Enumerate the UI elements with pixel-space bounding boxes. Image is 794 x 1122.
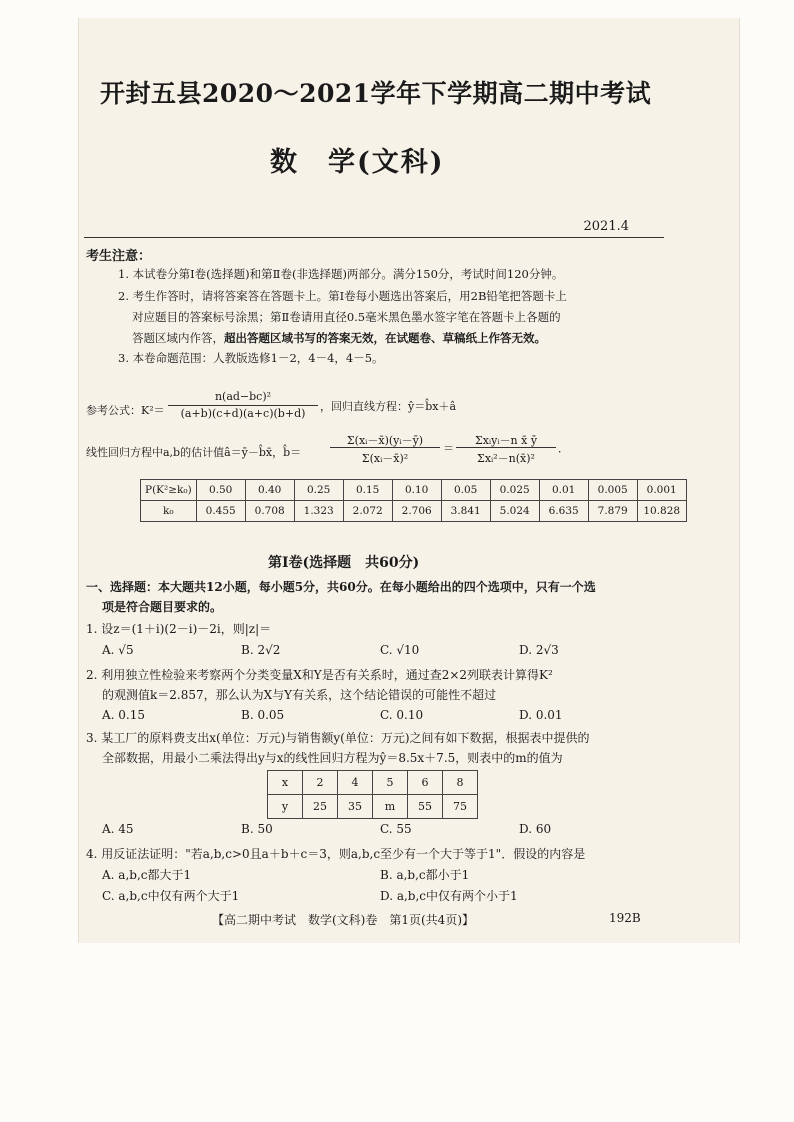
- option-b: B. 50: [241, 822, 273, 836]
- notice-item-2b: 对应题目的答案标号涂黑；第Ⅱ卷请用直径0.5毫米黑色墨水签字笔在答题卡上各题的: [132, 310, 561, 324]
- k2-critical-table: [140, 479, 687, 522]
- fraction-bar: [168, 405, 318, 406]
- notice-item-3: 3. 本卷命题范围：人教版选修1－2，4－4，4－5。: [118, 351, 384, 365]
- exam-date: 2021.4: [583, 219, 629, 234]
- option-d: D. a,b,c中仅有两个小于1: [380, 889, 518, 903]
- header-rule: [84, 237, 664, 238]
- option-a: A. a,b,c都大于1: [102, 868, 192, 882]
- table-cell: 0.455: [196, 501, 245, 522]
- option-a: A. 0.15: [102, 708, 146, 722]
- table-cell: 10.828: [637, 501, 686, 522]
- table-cell: y: [268, 795, 303, 819]
- option-b: B. a,b,c都小于1: [380, 868, 470, 882]
- formula-b-den1: Σ(xᵢ－x̄)²: [361, 452, 409, 465]
- table-cell: P(K²≥k₀): [141, 480, 197, 501]
- formula-b-den2: Σxᵢ²－n(x̄)²: [477, 452, 535, 465]
- fraction-bar: [330, 447, 440, 448]
- notice-heading: 考生注意：: [86, 249, 152, 264]
- section-intro-cont: 项是符合题目要求的。: [102, 600, 223, 614]
- section-intro: 一、选择题：本大题共12小题，每小题5分，共60分。在每小题给出的四个选项中，只有一个选: [86, 580, 596, 594]
- table-cell: 0.025: [490, 480, 539, 501]
- table-cell: 0.708: [245, 501, 294, 522]
- xy-data-table: [267, 770, 478, 819]
- table-cell: 0.10: [392, 480, 441, 501]
- option-d: D. 0.01: [519, 708, 563, 722]
- table-cell: 0.05: [441, 480, 490, 501]
- option-a: A. 45: [102, 822, 134, 836]
- formula-period: ．: [558, 442, 569, 455]
- table-cell: 1.323: [294, 501, 343, 522]
- option-c: C. 55: [380, 822, 412, 836]
- question-2: 2. 利用独立性检验来考察两个分类变量X和Y是否有关系时，通过查2×2列联表计算得K²: [86, 668, 553, 682]
- table-cell: 0.40: [245, 480, 294, 501]
- question-1: 1. 设z＝(1＋i)(2－i)－2i，则|z|＝: [86, 622, 272, 636]
- table-cell: 2.706: [392, 501, 441, 522]
- table-cell: m: [373, 795, 408, 819]
- section-heading: 第Ⅰ卷(选择题 共60分): [268, 555, 420, 571]
- exam-title: 开封五县2020～2021学年下学期高二期中考试: [100, 79, 652, 108]
- subject-title: 数 学(文科): [270, 147, 445, 178]
- notice-item-1: 1. 本试卷分第Ⅰ卷(选择题)和第Ⅱ卷(非选择题)两部分。满分150分，考试时间120分钟。: [118, 267, 564, 281]
- fraction-bar: [456, 447, 556, 448]
- paper-code: 192B: [609, 911, 641, 925]
- option-b: B. 2√2: [241, 643, 281, 657]
- table-cell: 25: [303, 795, 338, 819]
- table-cell: 0.001: [637, 480, 686, 501]
- table-cell: 4: [338, 771, 373, 795]
- table-cell: 0.50: [196, 480, 245, 501]
- table-cell: 3.841: [441, 501, 490, 522]
- table-cell: 35: [338, 795, 373, 819]
- table-cell: 0.01: [539, 480, 588, 501]
- table-cell: 0.005: [588, 480, 637, 501]
- formula-b-num1: Σ(xᵢ－x̄)(yᵢ－ȳ): [346, 434, 424, 447]
- option-c: C. 0.10: [380, 708, 424, 722]
- table-row: [141, 501, 687, 522]
- option-d: D. 2√3: [519, 643, 559, 657]
- formula-lead: 参考公式：K²＝: [86, 404, 165, 417]
- notice-item-2c: 答题区域内作答，超出答题区域书写的答案无效，在试题卷、草稿纸上作答无效。: [132, 331, 546, 345]
- table-cell: 75: [443, 795, 478, 819]
- table-cell: x: [268, 771, 303, 795]
- formula-k2-numerator: n(ad−bc)²: [214, 390, 272, 403]
- question-4: 4. 用反证法证明："若a,b,c>0且a＋b＋c＝3，则a,b,c至少有一个大于等于1"．假设的内容是: [86, 847, 586, 861]
- table-row: [141, 480, 687, 501]
- question-3-cont: 全部数据，用最小二乘法得出y与x的线性回归方程为ŷ＝8.5x＋7.5，则表中的m的值为: [102, 751, 563, 765]
- table-cell: 5: [373, 771, 408, 795]
- option-b: B. 0.05: [241, 708, 285, 722]
- table-cell: 0.15: [343, 480, 392, 501]
- formula-regression: ，回归直线方程：ŷ＝b̂x＋â: [320, 400, 457, 413]
- question-2-cont: 的观测值k＝2.857，那么认为X与Y有关系，这个结论错误的可能性不超过: [102, 688, 497, 702]
- table-cell: 8: [443, 771, 478, 795]
- table-cell: 0.25: [294, 480, 343, 501]
- table-cell: 5.024: [490, 501, 539, 522]
- formula-b-num2: Σxᵢyᵢ－n x̄ ȳ: [474, 434, 538, 447]
- option-c: C. a,b,c中仅有两个大于1: [102, 889, 240, 903]
- option-c: C. √10: [380, 643, 420, 657]
- table-cell: 2: [303, 771, 338, 795]
- table-cell: k₀: [141, 501, 197, 522]
- notice-item-2: 2. 考生作答时，请将答案答在答题卡上。第Ⅰ卷每小题选出答案后，用2B铅笔把答题卡上: [118, 289, 567, 303]
- table-cell: 6: [408, 771, 443, 795]
- page-footer: 【高二期中考试 数学(文科)卷 第1页(共4页)】: [212, 913, 474, 927]
- formula-equals: ＝: [443, 442, 454, 455]
- table-cell: 6.635: [539, 501, 588, 522]
- table-row: [268, 771, 478, 795]
- option-a: A. √5: [102, 643, 134, 657]
- formula-k2-denominator: (a+b)(c+d)(a+c)(b+d): [180, 407, 306, 420]
- option-d: D. 60: [519, 822, 552, 836]
- table-cell: 7.879: [588, 501, 637, 522]
- table-row: [268, 795, 478, 819]
- formula-estimate-lead: 线性回归方程中a,b的估计值â＝ȳ－b̂x̄，b̂＝: [86, 446, 302, 459]
- question-3: 3. 某工厂的原料费支出x(单位：万元)与销售额y(单位：万元)之间有如下数据，根据表中提供的: [86, 731, 590, 745]
- table-cell: 2.072: [343, 501, 392, 522]
- table-cell: 55: [408, 795, 443, 819]
